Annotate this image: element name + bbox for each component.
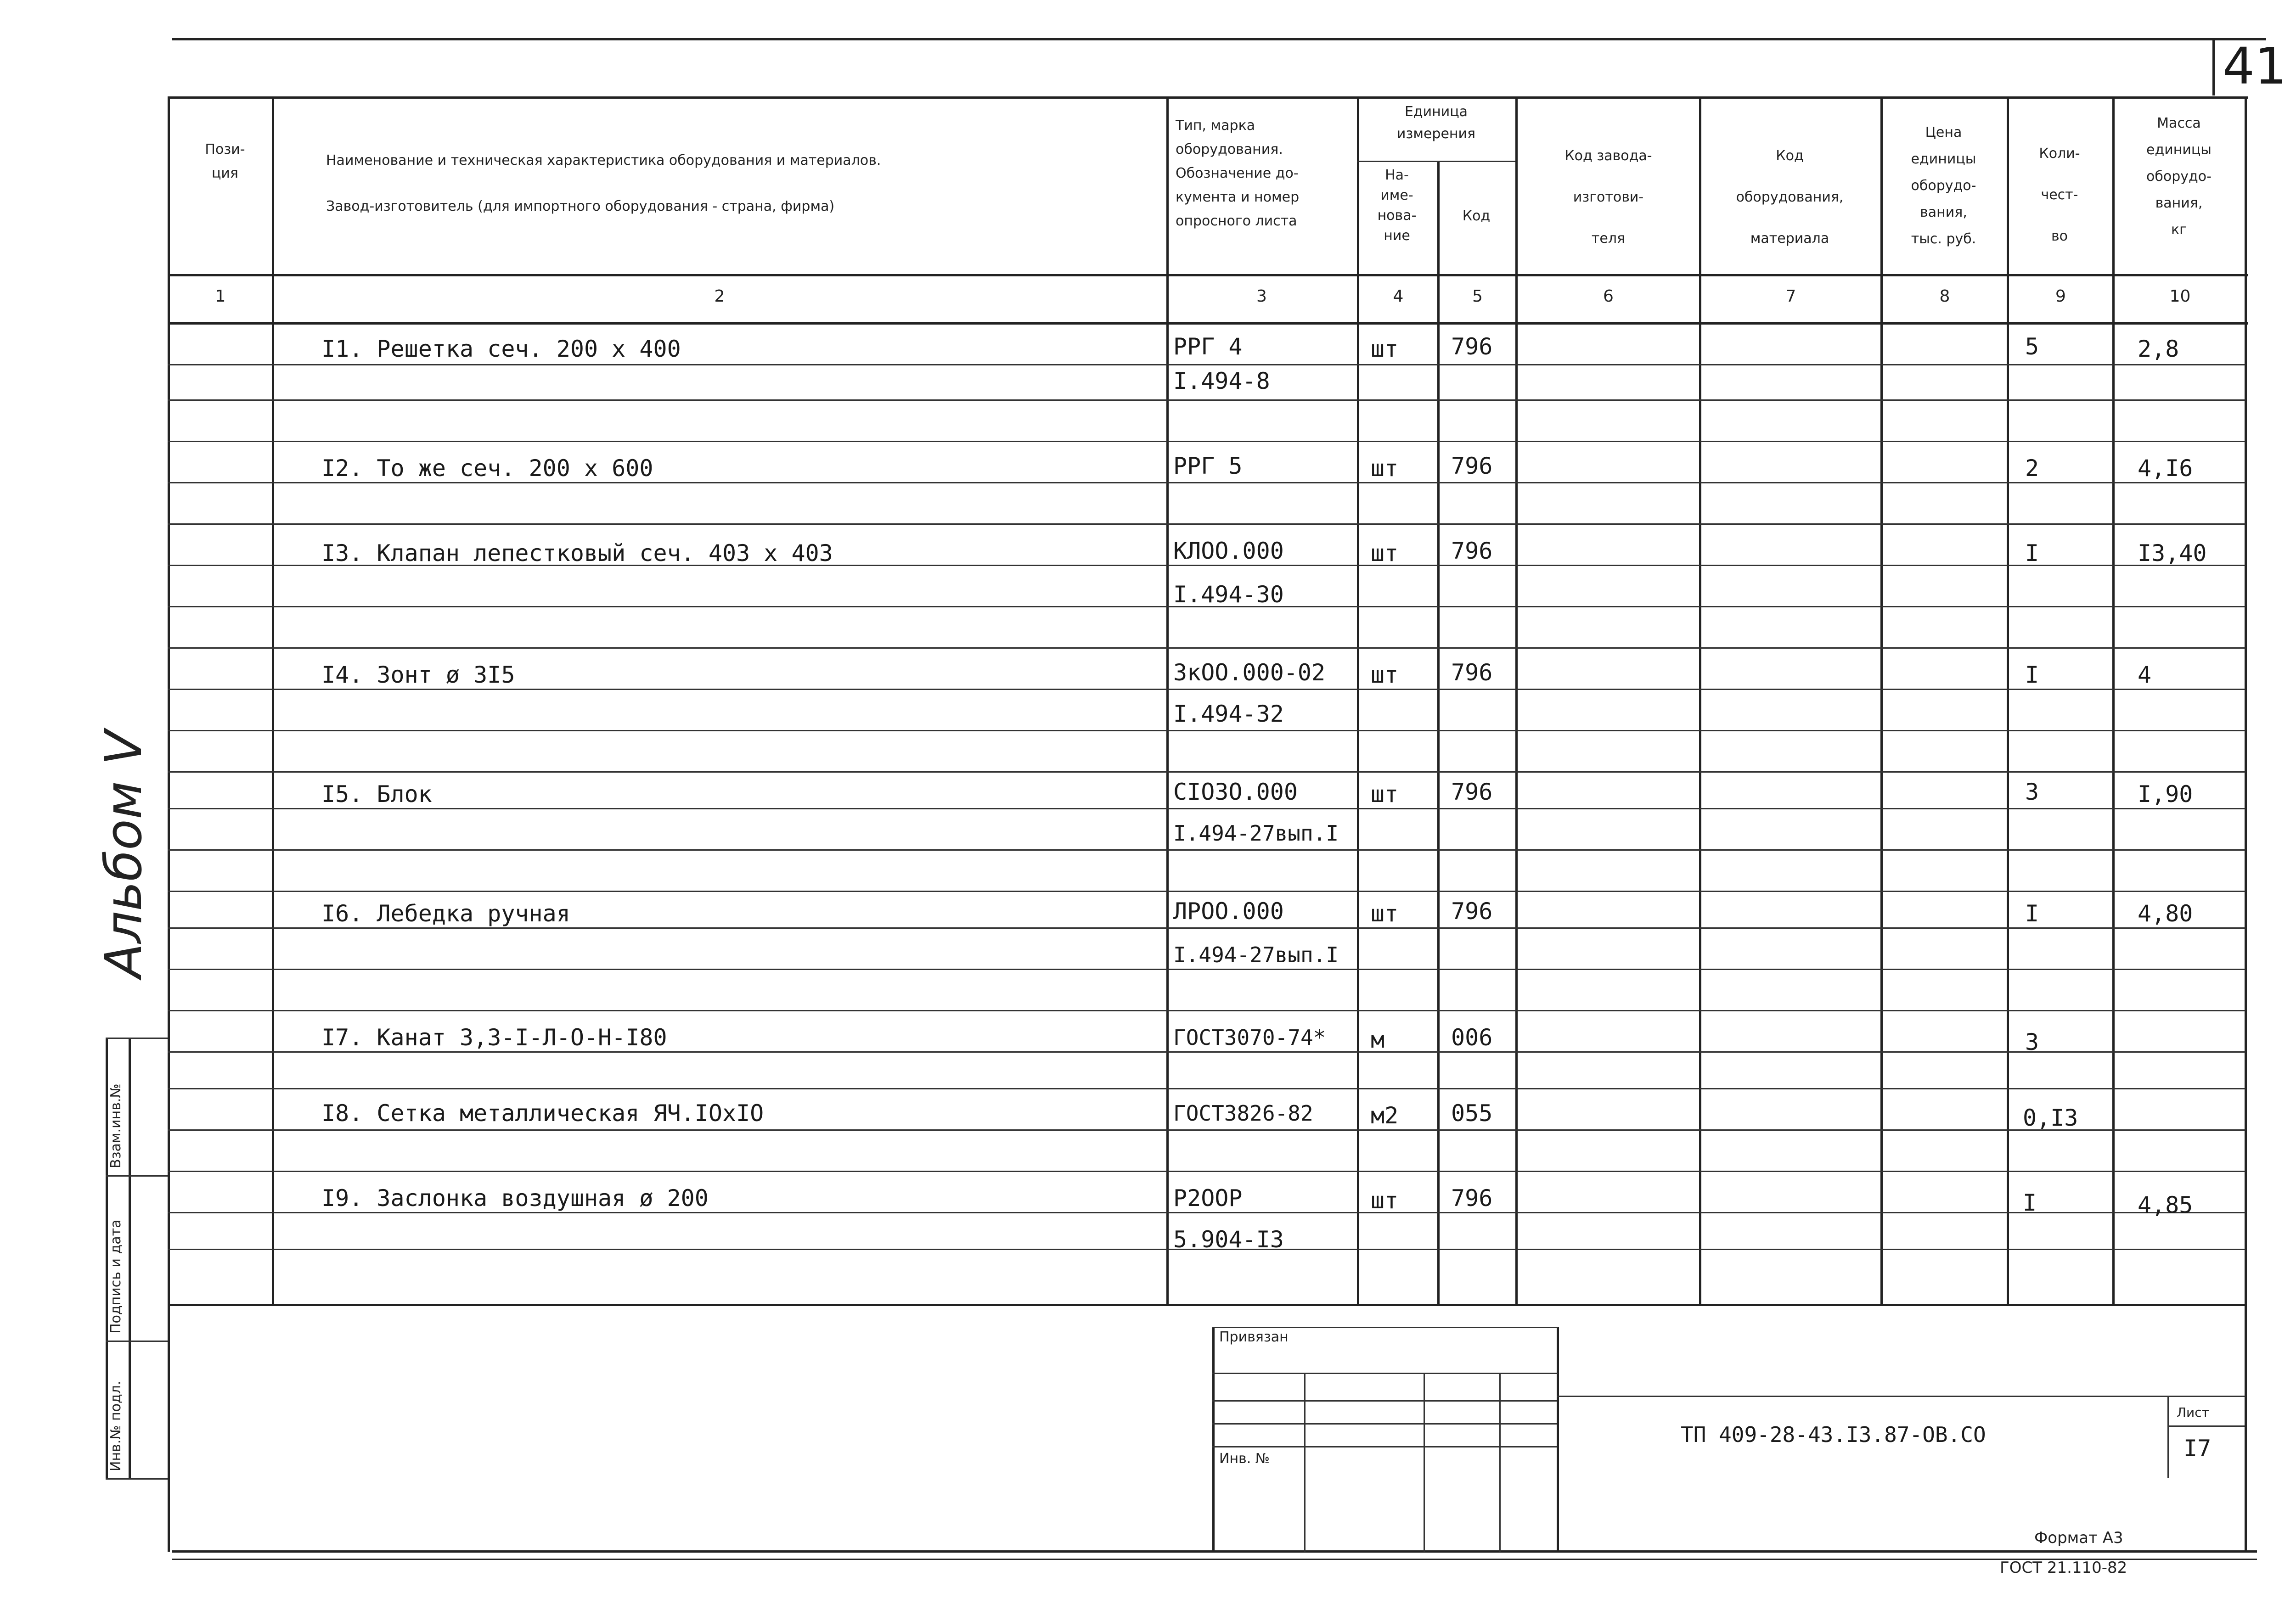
sheet-label: Лист xyxy=(2177,1405,2209,1420)
row-18-type: ГОСТ3826-82 xyxy=(1173,1101,1313,1126)
row-13-doc: I.494-30 xyxy=(1173,581,1284,608)
footer-format: Формат А3 xyxy=(2034,1529,2123,1547)
row-15-doc: I.494-27вып.I xyxy=(1173,821,1339,846)
col-6-number: 6 xyxy=(1603,287,1614,306)
row-16-qty: I xyxy=(2025,900,2039,927)
table-top-line xyxy=(168,96,2248,99)
col-9-header: Коли- чест- во xyxy=(2039,146,2080,244)
bottom-border-line xyxy=(172,1550,2257,1553)
row-15-code: 796 xyxy=(1451,779,1493,805)
row-grid-line xyxy=(168,927,2245,929)
row-grid-line xyxy=(168,1010,2245,1011)
row-14-unit: шт xyxy=(1371,662,1399,688)
row-18-unit: м2 xyxy=(1371,1102,1399,1129)
row-17-code: 006 xyxy=(1451,1024,1493,1051)
col-sep-7 xyxy=(1880,96,1883,1304)
row-14-type: ЗкОО.000-02 xyxy=(1173,659,1326,686)
row-11-code: 796 xyxy=(1451,333,1493,360)
col-4-header: На- име- нова- ние xyxy=(1377,167,1417,244)
row-16-mass: 4,80 xyxy=(2138,900,2193,927)
margin-label-replaced-inv: Взам.инв.№ xyxy=(108,1083,124,1168)
row-grid-line xyxy=(168,849,2245,851)
stamp-line-2 xyxy=(1212,1400,1558,1402)
stamp-box-left xyxy=(1212,1327,1215,1552)
row-11-name: I1. Решетка сеч. 200 x 400 xyxy=(321,336,681,362)
row-14-qty: I xyxy=(2025,662,2039,688)
page-number-divider xyxy=(2212,40,2215,95)
margin-strip-bottom xyxy=(106,1478,168,1480)
row-15-unit: шт xyxy=(1371,781,1399,808)
stamp-line-4 xyxy=(1212,1446,1558,1447)
title-doc-top xyxy=(1557,1396,2245,1397)
col-9-number: 9 xyxy=(2055,287,2066,306)
row-grid-line xyxy=(168,647,2245,649)
row-19-name: I9. Заслонка воздушная ø 200 xyxy=(321,1185,709,1212)
sheet-box-left xyxy=(2167,1396,2169,1478)
row-16-type: ЛРОО.000 xyxy=(1173,898,1284,925)
row-17-name: I7. Канат 3,3-I-Л-О-Н-I80 xyxy=(321,1024,667,1051)
row-15-mass: I,90 xyxy=(2138,781,2193,808)
col-7-number: 7 xyxy=(1785,287,1796,306)
col-5-number: 5 xyxy=(1472,287,1483,306)
top-border-line xyxy=(172,38,2266,40)
row-grid-line xyxy=(168,482,2245,483)
stamp-col-1 xyxy=(1304,1373,1306,1552)
stamp-box-top xyxy=(1212,1327,1558,1328)
col-sep-5 xyxy=(1515,96,1518,1304)
unit-group-divider xyxy=(1357,161,1515,162)
col-sep-8 xyxy=(2007,96,2009,1304)
stamp-line-3 xyxy=(1212,1423,1558,1425)
col-sep-1 xyxy=(272,96,274,1304)
footer-line xyxy=(172,1559,2257,1560)
row-17-qty: 3 xyxy=(2025,1029,2039,1055)
row-12-type: РРГ 5 xyxy=(1173,453,1243,479)
album-label: Альбом V xyxy=(94,730,153,978)
col-2-number: 2 xyxy=(714,287,725,306)
row-13-unit: шт xyxy=(1371,540,1399,567)
row-17-type: ГОСТ3070-74* xyxy=(1173,1025,1326,1050)
row-18-code: 055 xyxy=(1451,1100,1493,1127)
row-16-name: I6. Лебедка ручная xyxy=(321,900,570,927)
col-sep-9 xyxy=(2112,96,2115,1304)
row-grid-line xyxy=(168,399,2245,401)
row-12-unit: шт xyxy=(1371,455,1399,482)
row-19-code: 796 xyxy=(1451,1185,1493,1212)
row-11-type: РРГ 4 xyxy=(1173,333,1243,360)
row-15-type: СIОЗО.000 xyxy=(1173,779,1298,805)
col-3-header: Тип, марка оборудования. Обозначение до- кумента и номер опросного листа xyxy=(1176,118,1300,229)
row-12-code: 796 xyxy=(1451,453,1493,479)
row-19-mass: 4,85 xyxy=(2138,1192,2193,1218)
stamp-col-3 xyxy=(1499,1373,1501,1552)
col-sep-3 xyxy=(1357,96,1359,1304)
stamp-inv-label: Инв. № xyxy=(1219,1451,1270,1467)
margin-label-orig-inv: Инв.№ подл. xyxy=(108,1380,124,1471)
stamp-line-1 xyxy=(1212,1373,1558,1374)
row-grid-line xyxy=(168,1129,2245,1131)
col-sep-4 xyxy=(1437,161,1440,1304)
row-grid-line xyxy=(168,1088,2245,1089)
row-15-qty: 3 xyxy=(2025,779,2039,805)
margin-strip-div-2 xyxy=(106,1341,168,1342)
row-19-type: Р2ООР xyxy=(1173,1185,1243,1212)
col-sep-2 xyxy=(1166,96,1169,1304)
row-11-unit: шт xyxy=(1371,336,1399,362)
row-grid-line xyxy=(168,730,2245,731)
row-13-type: КЛОО.000 xyxy=(1173,538,1284,564)
sheet-number: I7 xyxy=(2183,1435,2212,1462)
col-3-number: 3 xyxy=(1256,287,1267,306)
stamp-col-2 xyxy=(1424,1373,1425,1552)
title-block-top-line xyxy=(168,1304,2245,1306)
col-1-header: Пози- ция xyxy=(205,141,245,181)
col-10-number: 10 xyxy=(2169,287,2191,306)
row-12-qty: 2 xyxy=(2025,455,2039,482)
row-14-name: I4. Зонт ø 3I5 xyxy=(321,662,515,688)
col-8-header: Цена единицы оборудо- вания, тыс. руб. xyxy=(1911,124,1976,247)
row-grid-line xyxy=(168,1051,2245,1053)
row-13-mass: I3,40 xyxy=(2138,540,2207,567)
row-grid-line xyxy=(168,1212,2245,1213)
col-sep-6 xyxy=(1699,96,1701,1304)
table-left-border xyxy=(168,96,170,1552)
row-13-name: I3. Клапан лепестковый сеч. 403 x 403 xyxy=(321,540,833,567)
row-grid-line xyxy=(168,808,2245,809)
title-doc-left xyxy=(1557,1396,1559,1552)
row-15-name: I5. Блок xyxy=(321,781,432,808)
col-1-number: 1 xyxy=(215,287,226,306)
col-8-number: 8 xyxy=(1939,287,1950,306)
row-16-code: 796 xyxy=(1451,898,1493,925)
col-7-header: Код оборудования, материала xyxy=(1736,148,1844,247)
margin-label-signature: Подпись и дата xyxy=(108,1219,124,1334)
row-grid-line xyxy=(168,969,2245,970)
col-4-number: 4 xyxy=(1393,287,1404,306)
title-doc-code: ТП 409-28-43.I3.87-ОВ.СО xyxy=(1681,1422,1986,1447)
table-number-row-line xyxy=(168,322,2248,325)
col-6-header: Код завода- изготови- теля xyxy=(1564,148,1652,247)
footer-gost: ГОСТ 21.110-82 xyxy=(2000,1559,2127,1577)
row-11-qty: 5 xyxy=(2025,333,2039,360)
row-14-mass: 4 xyxy=(2138,662,2152,688)
row-grid-line xyxy=(168,1171,2245,1172)
row-grid-line xyxy=(168,441,2245,442)
row-16-doc: I.494-27вып.I xyxy=(1173,942,1339,967)
margin-strip-inner xyxy=(129,1038,131,1478)
row-grid-line xyxy=(168,891,2245,892)
table-right-border xyxy=(2245,96,2247,1552)
row-18-qty: 0,I3 xyxy=(2023,1105,2078,1131)
col-10-header: Масса единицы оборудо- вания, кг xyxy=(2146,115,2212,238)
margin-strip-top xyxy=(106,1038,168,1039)
sheet-box-divider xyxy=(2167,1425,2245,1427)
row-grid-line xyxy=(168,689,2245,690)
row-grid-line xyxy=(168,364,2245,365)
col-5-header: Код xyxy=(1462,208,1491,224)
row-14-doc: I.494-32 xyxy=(1173,701,1284,727)
row-19-unit: шт xyxy=(1371,1187,1399,1214)
row-19-qty: I xyxy=(2023,1189,2037,1216)
row-12-name: I2. То же сеч. 200 x 600 xyxy=(321,455,653,482)
row-13-code: 796 xyxy=(1451,538,1493,564)
row-grid-line xyxy=(168,771,2245,773)
row-13-qty: I xyxy=(2025,540,2039,567)
row-18-name: I8. Сетка металлическая ЯЧ.IOxIO xyxy=(321,1100,764,1127)
row-grid-line xyxy=(168,523,2245,525)
row-12-mass: 4,I6 xyxy=(2138,455,2193,482)
row-14-code: 796 xyxy=(1451,659,1493,686)
row-11-doc: I.494-8 xyxy=(1173,368,1270,394)
row-17-unit: м xyxy=(1371,1027,1385,1053)
stamp-privyazan-label: Привязан xyxy=(1219,1329,1289,1345)
col-2-header: Наименование и техническая характеристика оборудования и материалов. Завод-изготовитель (для импортного оборудования - страна, фирма) xyxy=(326,152,881,214)
row-11-mass: 2,8 xyxy=(2138,336,2179,362)
row-16-unit: шт xyxy=(1371,900,1399,927)
page-number: 41 xyxy=(2223,37,2287,95)
table-header-bottom-line xyxy=(168,274,2248,276)
row-19-doc: 5.904-I3 xyxy=(1173,1226,1284,1253)
margin-strip-div-1 xyxy=(106,1175,168,1177)
unit-group-header: Единица измерения xyxy=(1396,104,1476,142)
